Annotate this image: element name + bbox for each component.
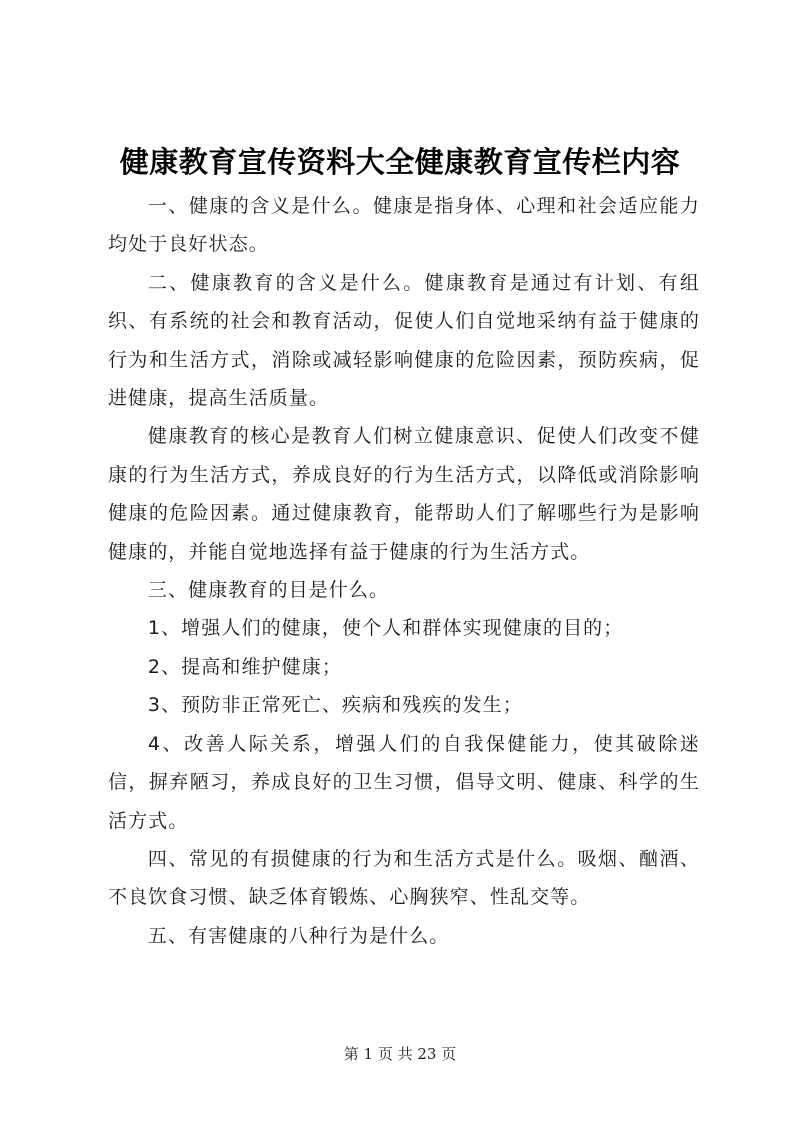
paragraph-1: 一、健康的含义是什么。健康是指身体、心理和社会适应能力均处于良好状态。 — [108, 195, 700, 256]
paragraph-4: 三、健康教育的目是什么。 — [147, 579, 390, 602]
paragraph-5: 1、增强人们的健康，使个人和群体实现健康的目的； — [147, 617, 624, 640]
paragraph-9: 四、常见的有损健康的行为和生活方式是什么。吸烟、酗酒、不良饮食习惯、缺乏体育锻炼、心胸狭窄、性乱交等。 — [108, 847, 700, 909]
paragraph-2: 二、健康教育的含义是什么。健康教育是通过有计划、有组织、有系统的社会和教育活动，促使人们自觉地采纳有益于健康的行为和生活方式，消除或减轻影响健康的危险因素，预防疾病，促进健康，提高生活质量。 — [108, 271, 700, 410]
paragraph-10: 五、有害健康的八种行为是什么。 — [147, 924, 450, 947]
paragraph-6: 2、提高和维护健康； — [147, 655, 342, 678]
document-body — [108, 187, 700, 955]
page-footer: 第 1 页 共 23 页 — [343, 1045, 457, 1063]
paragraph-8: 4、改善人际关系，增强人们的自我保健能力，使其破除迷信，摒弃陋习，养成良好的卫生习惯，倡导文明、健康、科学的生活方式。 — [108, 732, 700, 832]
page-title: 健康教育宣传资料大全健康教育宣传栏内容 — [119, 145, 681, 179]
paragraph-7: 3、预防非正常死亡、疾病和残疾的发生； — [147, 694, 523, 717]
paragraph-3: 健康教育的核心是教育人们树立健康意识、促使人们改变不健康的行为生活方式，养成良好的行为生活方式，以降低或消除影响健康的危险因素。通过健康教育，能帮助人们了解哪些行为是影响健康的，并能自觉地选择有益于健康的行为生活方式。 — [108, 425, 700, 563]
